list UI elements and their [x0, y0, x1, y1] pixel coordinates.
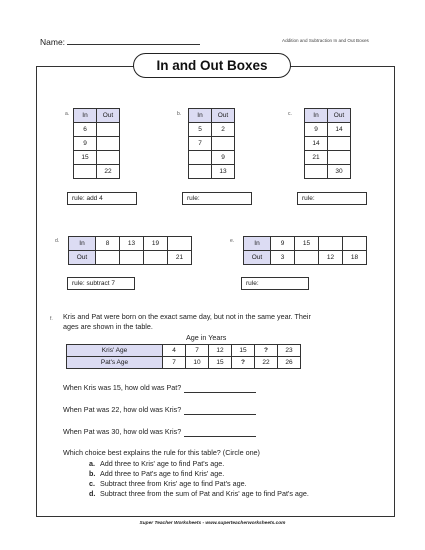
table-cell: 26: [278, 357, 301, 369]
choice-letter: b.: [89, 469, 96, 478]
table-header-in: In: [244, 237, 271, 251]
age-table: [66, 344, 301, 369]
choice-prompt: Which choice best explains the rule for this table? (Circle one): [63, 448, 260, 457]
choice-text: Subtract three from Kris' age to find Pat's age.: [100, 479, 247, 488]
table-row: [74, 151, 120, 165]
table-row: [189, 137, 235, 151]
table-cell[interactable]: 21: [305, 151, 328, 165]
answer-line-1[interactable]: [184, 384, 256, 393]
table-cell: 10: [186, 357, 209, 369]
problem-e-table: [243, 236, 367, 265]
name-label: Name:: [40, 37, 66, 47]
choice-letter: a.: [89, 459, 95, 468]
table-cell[interactable]: 15: [295, 237, 319, 251]
answer-line-3[interactable]: [184, 428, 256, 437]
answer-line-2[interactable]: [184, 406, 256, 415]
table-cell: 15: [209, 357, 232, 369]
question-3: [63, 427, 256, 437]
table-cell[interactable]: 12: [319, 251, 343, 265]
table-cell[interactable]: [168, 237, 192, 251]
table-cell[interactable]: 3: [271, 251, 295, 265]
table-cell[interactable]: [97, 123, 120, 137]
table-row: [305, 137, 351, 151]
table-header-out: Out: [212, 109, 235, 123]
table-row: [305, 151, 351, 165]
table-cell[interactable]: 14: [305, 137, 328, 151]
table-cell[interactable]: 15: [74, 151, 97, 165]
age-row-label: Pat's Age: [67, 357, 163, 369]
table-header-in: In: [74, 109, 97, 123]
table-cell[interactable]: 6: [74, 123, 97, 137]
question-1: [63, 383, 256, 393]
table-cell[interactable]: 9: [271, 237, 295, 251]
table-cell[interactable]: [96, 251, 120, 265]
table-row: [189, 123, 235, 137]
problem-a-label: a.: [65, 111, 70, 117]
table-cell[interactable]: 18: [343, 251, 367, 265]
problem-c-table: [304, 108, 351, 179]
table-row: [67, 345, 301, 357]
table-cell[interactable]: 13: [120, 237, 144, 251]
table-cell: 7: [163, 357, 186, 369]
table-cell[interactable]: 9: [74, 137, 97, 151]
age-table-caption: Age in Years: [186, 333, 227, 342]
question-2: [63, 405, 256, 415]
table-cell[interactable]: 14: [328, 123, 351, 137]
choice-b[interactable]: [89, 469, 224, 479]
table-cell[interactable]: [97, 137, 120, 151]
problem-d-table: [68, 236, 192, 265]
table-cell: 12: [209, 345, 232, 357]
problem-a-table: [73, 108, 120, 179]
table-row: [189, 109, 235, 123]
worksheet-subtitle: Addition and Subtraction In and Out Boxes: [282, 38, 369, 43]
choice-letter: c.: [89, 479, 95, 488]
table-header-out: Out: [328, 109, 351, 123]
problem-b-table: [188, 108, 235, 179]
table-cell: 4: [163, 345, 186, 357]
footer-credit: Super Teacher Worksheets - www.superteacherworksheets.com: [139, 521, 286, 526]
table-header-out: Out: [244, 251, 271, 265]
problem-c-rule[interactable]: rule:: [297, 192, 367, 205]
problem-d-rule[interactable]: rule: subtract 7: [67, 277, 135, 290]
problem-e-rule[interactable]: rule:: [241, 277, 309, 290]
table-cell[interactable]: [97, 151, 120, 165]
table-header-in: In: [189, 109, 212, 123]
table-cell: ?: [255, 345, 278, 357]
table-cell: ?: [232, 357, 255, 369]
choice-d[interactable]: [89, 489, 309, 499]
table-row: [69, 251, 192, 265]
table-header-out: Out: [69, 251, 96, 265]
problem-c-label: c.: [288, 111, 292, 117]
table-header-in: In: [305, 109, 328, 123]
question-2-text: When Pat was 22, how old was Kris?: [63, 405, 182, 414]
problem-f-label: f.: [50, 316, 53, 322]
problem-f-text-line-1: Kris and Pat were born on the exact same day, but not in the same year. Their: [63, 312, 311, 321]
choice-c[interactable]: [89, 479, 247, 489]
choice-text: Add three to Kris' age to find Pat's age.: [100, 459, 225, 468]
table-cell[interactable]: [189, 165, 212, 179]
table-cell[interactable]: [74, 165, 97, 179]
table-cell[interactable]: 9: [305, 123, 328, 137]
table-header-in: In: [69, 237, 96, 251]
table-cell[interactable]: 19: [144, 237, 168, 251]
table-cell[interactable]: [212, 137, 235, 151]
table-cell: 23: [278, 345, 301, 357]
table-row: [305, 109, 351, 123]
table-cell[interactable]: 2: [212, 123, 235, 137]
age-row-label: Kris' Age: [67, 345, 163, 357]
table-row: [69, 237, 192, 251]
table-cell[interactable]: [305, 165, 328, 179]
choice-letter: d.: [89, 489, 96, 498]
table-cell[interactable]: [319, 237, 343, 251]
table-cell[interactable]: [343, 237, 367, 251]
name-field[interactable]: [67, 44, 200, 45]
question-3-text: When Pat was 30, how old was Kris?: [63, 427, 182, 436]
table-header-out: Out: [97, 109, 120, 123]
table-cell[interactable]: [144, 251, 168, 265]
table-row: [74, 109, 120, 123]
problem-b-rule[interactable]: rule:: [182, 192, 252, 205]
table-cell[interactable]: [328, 137, 351, 151]
problem-b-label: b.: [177, 111, 182, 117]
table-cell[interactable]: 5: [189, 123, 212, 137]
table-row: [67, 357, 301, 369]
table-row: [74, 137, 120, 151]
table-cell[interactable]: [189, 151, 212, 165]
table-cell[interactable]: 30: [328, 165, 351, 179]
table-cell[interactable]: [328, 151, 351, 165]
choice-a[interactable]: [89, 459, 224, 469]
problem-f-text-line-2: ages are shown in the table.: [63, 322, 153, 331]
table-row: [244, 237, 367, 251]
table-cell[interactable]: [295, 251, 319, 265]
problem-e-label: e.: [230, 238, 235, 244]
choice-text: Add three to Pat's age to find Kris' age.: [100, 469, 225, 478]
table-row: [189, 151, 235, 165]
table-cell: 22: [255, 357, 278, 369]
table-cell: 15: [232, 345, 255, 357]
question-1-text: When Kris was 15, how old was Pat?: [63, 383, 182, 392]
table-row: [244, 251, 367, 265]
table-row: [305, 165, 351, 179]
choice-text: Subtract three from the sum of Pat and Kris' age to find Pat's age.: [100, 489, 309, 498]
table-cell[interactable]: [120, 251, 144, 265]
table-row: [74, 123, 120, 137]
table-row: [189, 165, 235, 179]
table-cell[interactable]: 21: [168, 251, 192, 265]
table-cell[interactable]: 8: [96, 237, 120, 251]
table-cell[interactable]: 7: [189, 137, 212, 151]
table-cell[interactable]: 13: [212, 165, 235, 179]
table-cell[interactable]: 22: [97, 165, 120, 179]
table-row: [74, 165, 120, 179]
page-title: In and Out Boxes: [133, 53, 291, 78]
table-cell[interactable]: 9: [212, 151, 235, 165]
problem-a-rule[interactable]: rule: add 4: [67, 192, 137, 205]
problem-d-label: d.: [55, 238, 60, 244]
table-row: [305, 123, 351, 137]
table-cell: 7: [186, 345, 209, 357]
